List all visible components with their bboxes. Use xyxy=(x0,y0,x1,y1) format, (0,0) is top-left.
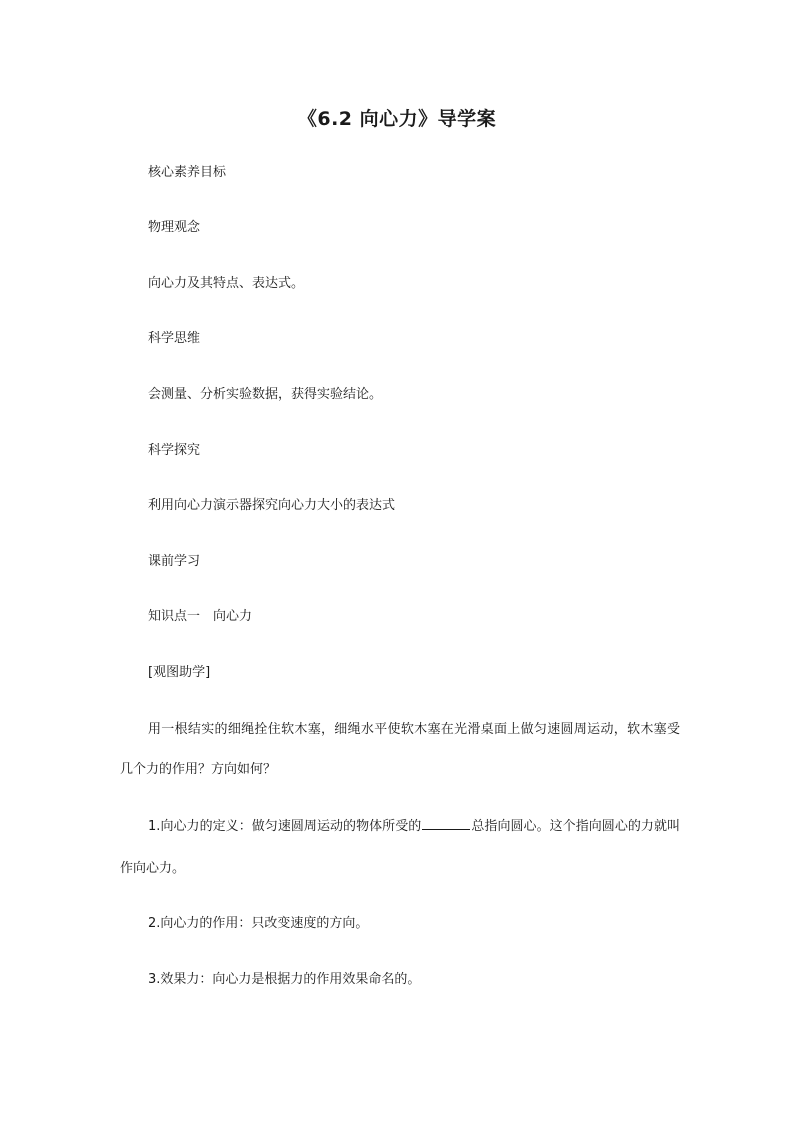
item-2-effect: 2.向心力的作用：只改变速度的方向。 xyxy=(148,916,369,931)
heading-physics-concept: 物理观念 xyxy=(148,220,201,235)
item-3-effect-force: 3.效果力：向心力是根据力的作用效果命名的。 xyxy=(148,972,421,987)
heading-scientific-thinking: 科学思维 xyxy=(148,331,201,346)
document-title: 《6.2 向心力》导学案 xyxy=(297,108,497,130)
fill-in-blank[interactable] xyxy=(422,818,470,830)
text-scientific-inquiry: 利用向心力演示器探究向心力大小的表达式 xyxy=(148,498,396,513)
item-1-text-after: 总指向圆心。这个指向圆心的力就叫作向心力。 xyxy=(120,819,680,876)
item-1-text-before: 1.向心力的定义：做匀速圆周运动的物体所受的 xyxy=(148,819,422,834)
heading-core-goals: 核心素养目标 xyxy=(148,165,227,180)
item-1-definition xyxy=(120,806,680,890)
heading-view-figure: [观图助学] xyxy=(148,665,211,680)
heading-scientific-inquiry: 科学探究 xyxy=(148,443,201,458)
question-paragraph: 用一根结实的细绳拴住软木塞，细绳水平使软木塞在光滑桌面上做匀速圆周运动，软木塞受几个力的作用？方向如何？ xyxy=(120,722,680,777)
heading-knowledge-point: 知识点一 向心力 xyxy=(148,609,253,624)
text-scientific-thinking: 会测量、分析实验数据，获得实验结论。 xyxy=(148,387,383,402)
text-physics-concept: 向心力及其特点、表达式。 xyxy=(148,276,305,291)
heading-pre-class: 课前学习 xyxy=(148,554,201,569)
